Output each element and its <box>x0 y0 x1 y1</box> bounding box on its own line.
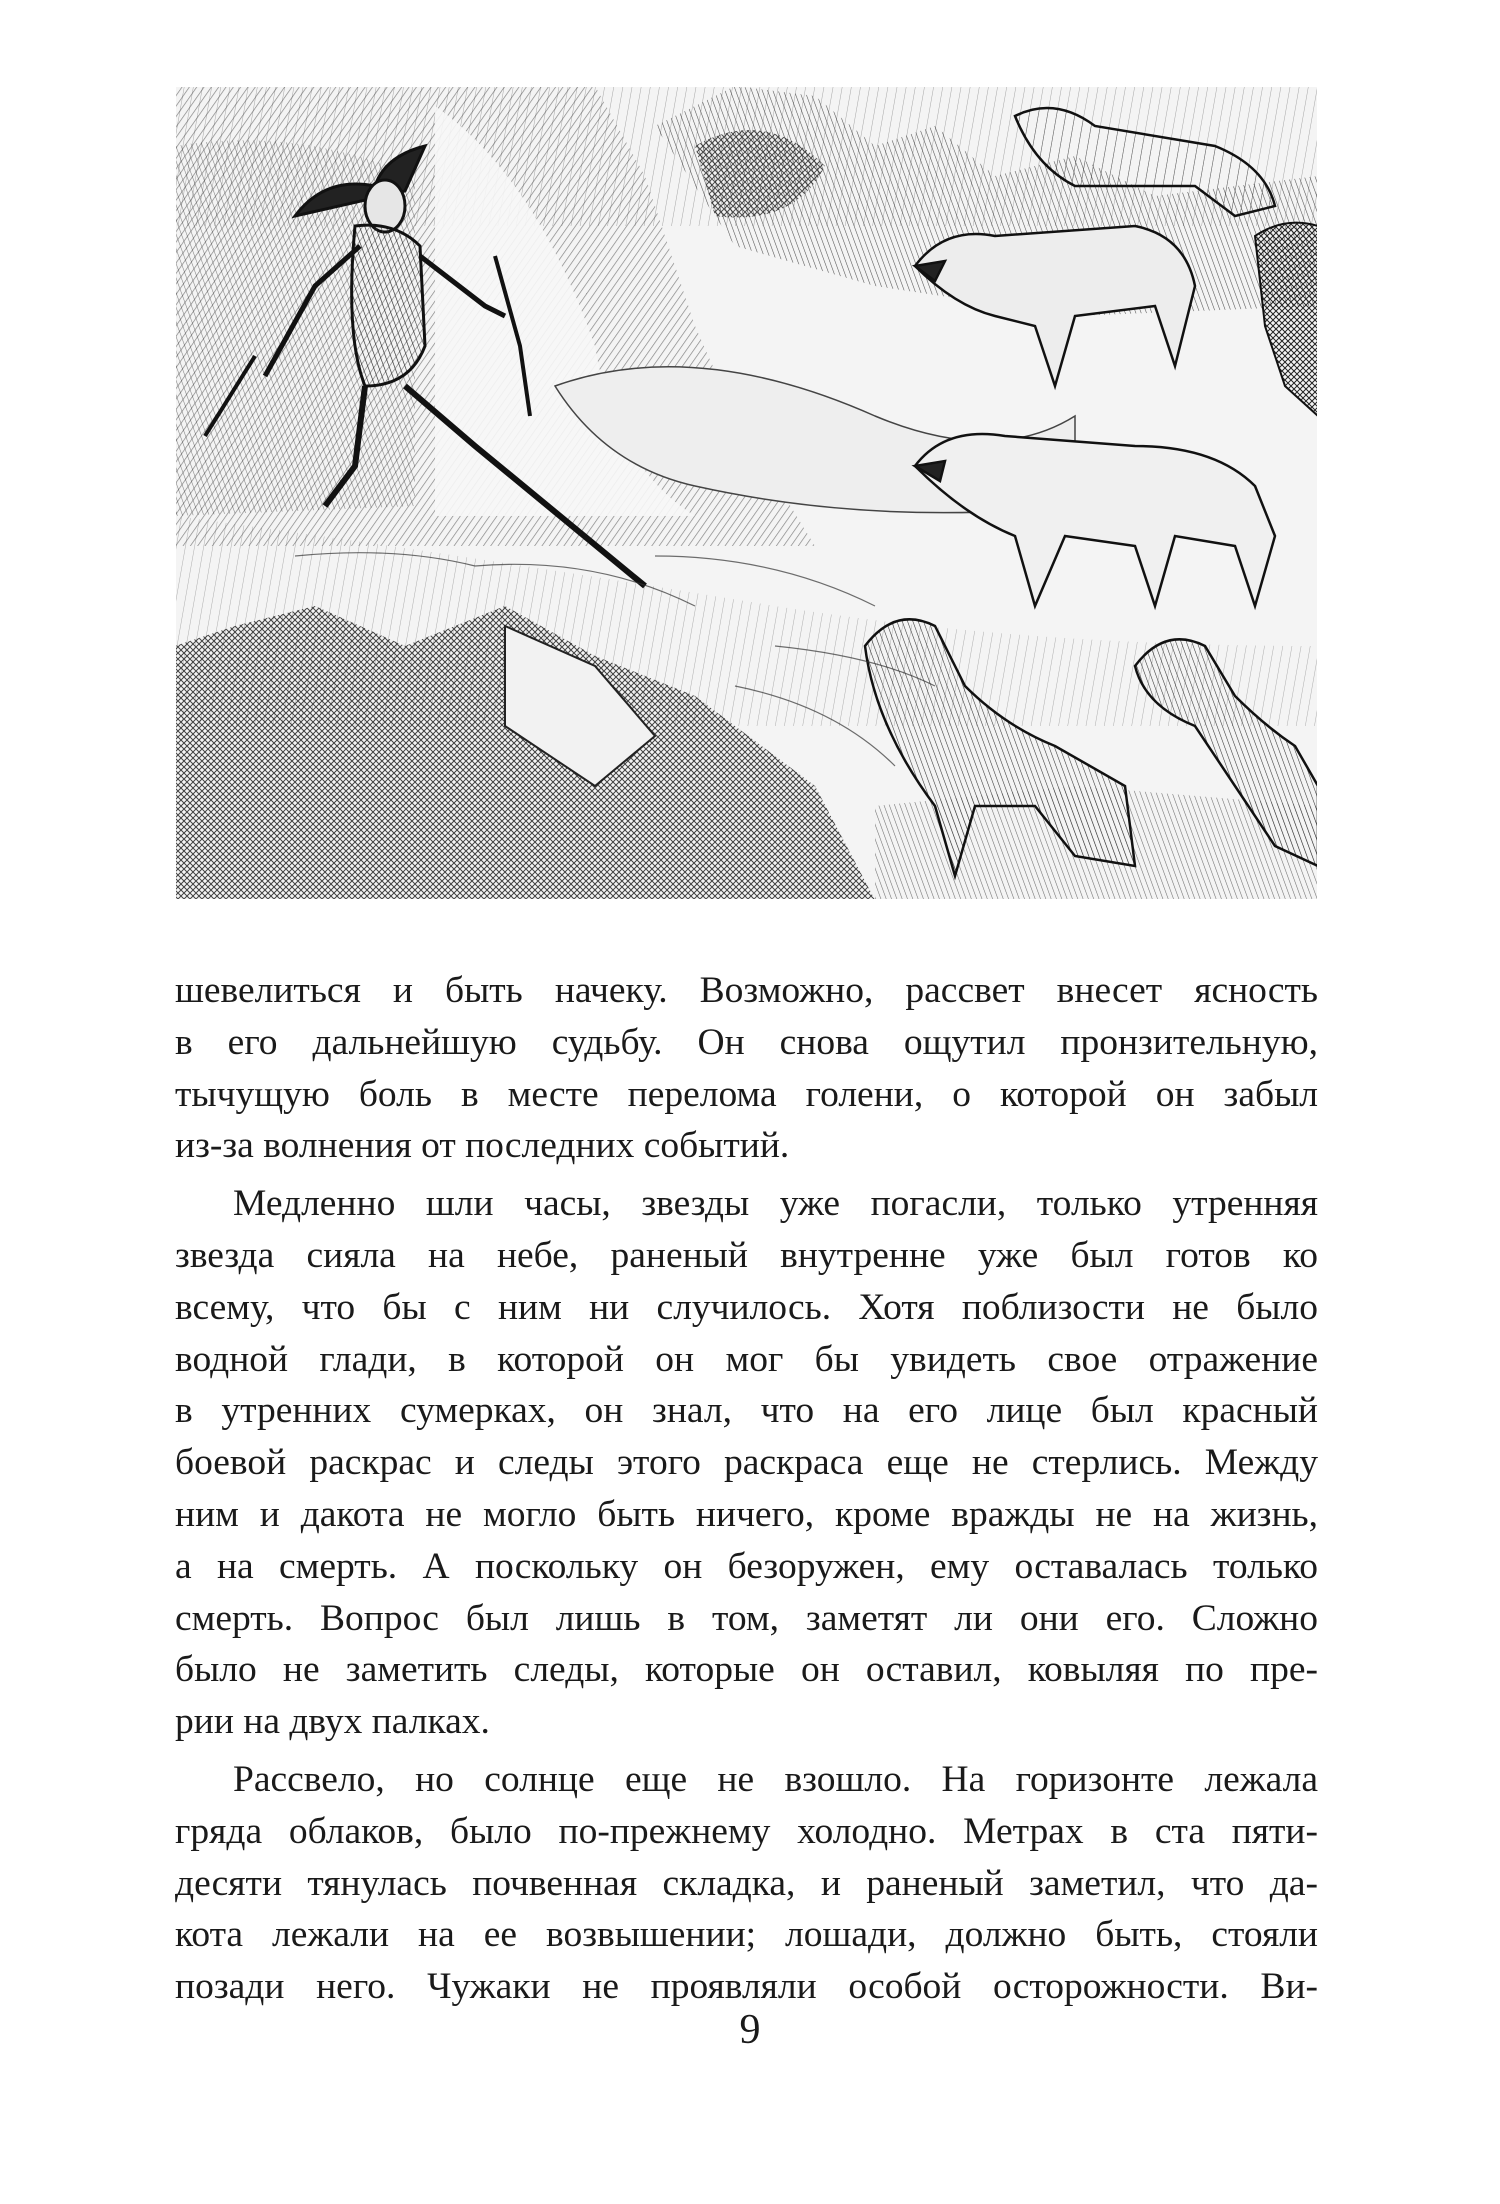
text-line: а на смерть. А поскольку он безоружен, ему оставалась только <box>175 1545 1318 1587</box>
paragraph-3 <box>175 1754 1318 2013</box>
text-line: Медленно шли часы, звезды уже погасли, только утренняя <box>233 1183 1318 1225</box>
text-line: всему, что бы с ним ни случилось. Хотя поблизости не было <box>175 1286 1318 1328</box>
text-line: боевой раскрас и следы этого раскраса еще не стерлись. Между <box>175 1442 1318 1484</box>
text-line: рии на двух палках. <box>175 1701 490 1743</box>
text-line: тычущую боль в месте перелома голени, о которой он забыл <box>175 1073 1318 1115</box>
engraving-image <box>175 86 1318 900</box>
page-number: 9 <box>739 2007 761 2053</box>
text-line: в утренних сумерках, он знал, что на его лице был красный <box>175 1390 1318 1432</box>
illustration <box>175 86 1318 900</box>
text-line: из-за волнения от последних событий. <box>175 1125 790 1167</box>
text-line: Рассвело, но солнце еще не взошло. На горизонте лежала <box>233 1758 1318 1800</box>
text-line: десяти тянулась почвенная складка, и раненый заметил, что да- <box>175 1862 1318 1904</box>
paragraph-2 <box>175 1178 1318 1748</box>
text-line: позади него. Чужаки не проявляли особой осторожности. Ви- <box>175 1966 1318 2008</box>
text-line: смерть. Вопрос был лишь в том, заметят ли они его. Сложно <box>175 1597 1318 1639</box>
text-line: звезда сияла на небе, раненый внутренне уже был готов ко <box>175 1234 1318 1276</box>
text-line: гряда облаков, было по-прежнему холодно. Метрах в ста пяти- <box>175 1810 1318 1852</box>
paragraph-1 <box>175 965 1318 1172</box>
text-line: кота лежали на ее возвышении; лошади, должно быть, стояли <box>175 1914 1318 1956</box>
text-line: шевелиться и быть начеку. Возможно, рассвет внесет ясность <box>175 970 1318 1011</box>
text-line: ним и дакота не могло быть ничего, кроме вражды не на жизнь, <box>175 1493 1318 1535</box>
text-line: в его дальнейшую судьбу. Он снова ощутил пронзительную, <box>175 1021 1318 1063</box>
body-text <box>175 965 1318 2013</box>
text-line: водной глади, в которой он мог бы увидеть свое отражение <box>175 1338 1318 1380</box>
text-line: было не заметить следы, которые он оставил, ковыляя по пре- <box>175 1649 1318 1691</box>
